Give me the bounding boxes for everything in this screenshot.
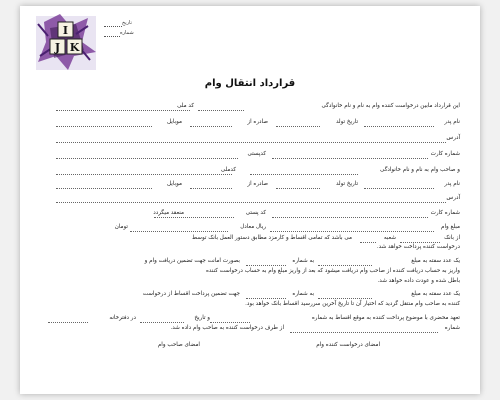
line-bank-label: از بانک [444, 235, 460, 241]
logo-letter-i: I [62, 24, 69, 37]
line-deposit-text: واریز به حساب دریافت کننده از صاحب وام دریافت میشود که بعد از واریز مبلغ وام به حساب درخواست کننده [205, 268, 460, 274]
line-promissory-note-1-label: یک عدد سفته به مبلغ [411, 258, 460, 264]
applicant-signature-label: امضای درخواست کننده وام [316, 342, 380, 348]
line-owner-postal-code-label: کد پستی [245, 210, 266, 216]
line-card-number-label: شماره کارت [430, 151, 460, 157]
company-logo [30, 12, 100, 72]
line-notary-commitment-label: تعهد محضری با موضوع پرداخت کننده به موقع اقساط به شماره [311, 315, 460, 321]
line-postal-code-label: کدپستی [247, 151, 266, 157]
line-owner-mobile-label: موبایل [167, 181, 182, 187]
number-line [104, 36, 120, 37]
line-promissory-note-2-label: یک عدد سفته به مبلغ [411, 291, 460, 297]
line-issued-from-label: صادره از [247, 119, 268, 125]
line-owner-address-label: آدرس [446, 195, 460, 201]
line-delivered-text: از طرف درخواست کننده به صاحب وام داده شد. [170, 325, 284, 331]
date-line [104, 26, 122, 27]
line-notary-number-label: شماره [444, 325, 460, 331]
line-applicant-pays-text: درخواست کننده پرداخت خواهد شد. [376, 244, 460, 250]
number-label: شماره [120, 30, 134, 36]
line-promissory-note-1-number-label: به شماره [292, 258, 314, 264]
line-notary-office-label: در دفترخانه [109, 315, 136, 321]
line-branch-label: شعبه [383, 235, 396, 241]
contract-title: قرارداد انتقال وام [204, 78, 296, 89]
line-loan-amount-label: مبلغ وام [440, 224, 460, 230]
line-owner-card-number-label: شماره کارت [430, 210, 460, 216]
line-owner-national-id-label: کدملی [220, 167, 236, 173]
line-owner-father-name-label: نام پدر [444, 181, 460, 187]
line-national-id-label: کد ملی [177, 103, 194, 109]
line-applicant-name-label: این قرارداد مابین درخواست کننده وام به نام و نام خانوادگی [321, 103, 460, 109]
line-cancel-return-text: باطل شده و عودت داده خواهد شد. [377, 278, 460, 284]
logo-letter-j: J [54, 41, 61, 54]
line-installments-text: می باشد که تمامی اقساط و کارمزد مطابق دستور العمل بانک توسط [191, 235, 352, 241]
contract-page [20, 6, 480, 394]
line-toman-label: تومان [114, 224, 128, 230]
line-owner-issued-from-label: صادره از [247, 181, 268, 187]
date-label: تاریخ [122, 20, 132, 26]
line-trust-guarantee-text: بصورت امانت جهت تضمین دریافت وام و [144, 258, 240, 264]
owner-signature-label: امضای صاحب وام [157, 342, 200, 348]
line-father-name-label: نام پدر [444, 119, 460, 125]
line-concluded-text: منعقد میگردد [153, 210, 184, 216]
line-birth-date-label: تاریخ تولد [336, 119, 358, 125]
line-transfer-authority-text: کننده به صاحب وام منتقل گردید که اختیار آن تا تاریخ آخرین سررسید اقساط بانک خواهد بود. [245, 301, 460, 307]
line-installment-guarantee-text: جهت تضمین پرداخت اقساط از درخواست [142, 291, 240, 297]
line-owner-birth-date-label: تاریخ تولد [336, 181, 358, 187]
line-address-label: آدرس [446, 135, 460, 141]
line-rial-equivalent-label: ریال معادل [240, 224, 266, 230]
line-promissory-note-2-number-label: به شماره [292, 291, 314, 297]
line-notary-date-label: و تاریخ [194, 315, 210, 321]
line-owner-name-label: و صاحب وام به نام و نام خانوادگی [380, 167, 460, 173]
logo-letter-k: K [69, 41, 80, 54]
line-mobile-label: موبایل [167, 119, 182, 125]
